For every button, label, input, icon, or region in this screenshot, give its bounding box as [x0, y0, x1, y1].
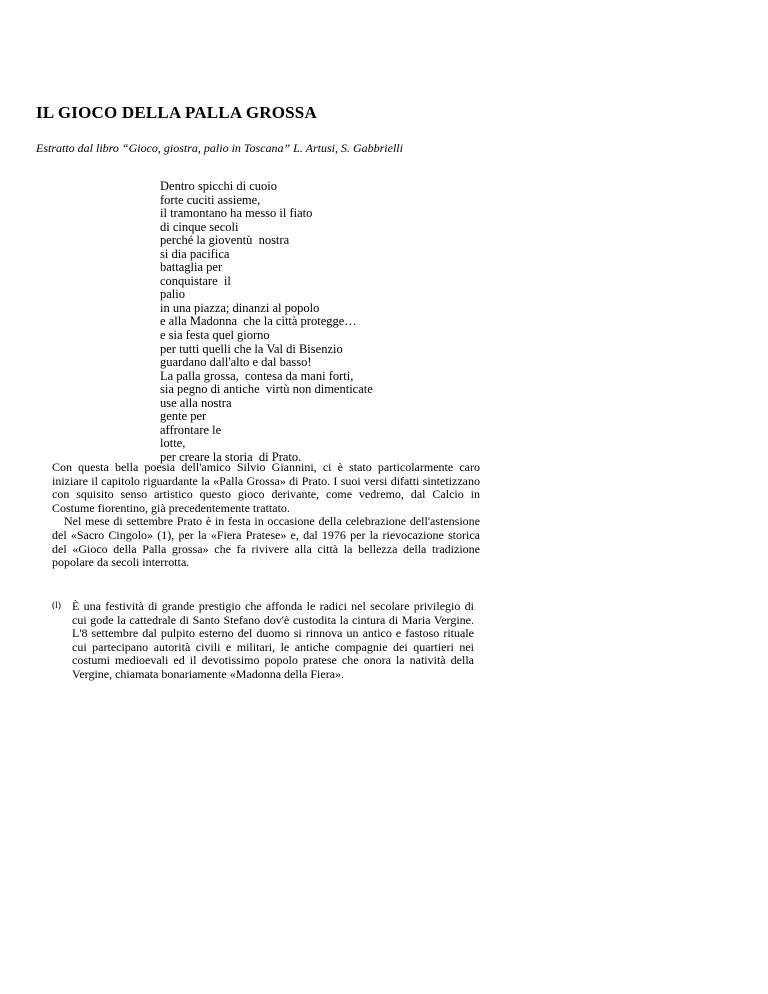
poem-line: di cinque secoli [160, 219, 239, 234]
poem-line: gente per [160, 409, 207, 424]
footnote [52, 600, 474, 682]
poem-line: in una piazza; dinanzi al popolo [160, 300, 320, 315]
document-title: IL GIOCO DELLA PALLA GROSSA [36, 103, 317, 122]
poem-line: forte cuciti assieme, [160, 192, 261, 207]
footnote-marker: (l) [52, 601, 61, 611]
poem-line: use alla nostra [160, 395, 232, 410]
poem-line: Dentro spicchi di cuoio [160, 179, 277, 193]
poem-line: conquistare il [160, 273, 231, 288]
poem-line: per tutti quelli che la Val di Bisenzio [160, 341, 343, 356]
poem-line: il tramontano ha messo il fiato [160, 206, 313, 221]
poem-line: guardano dall'alto e dal basso! [160, 355, 312, 370]
poem-line: e sia festa quel giorno [160, 328, 270, 343]
body-text [52, 461, 480, 570]
poem-line: affrontare le [160, 422, 222, 437]
body-paragraph: Con questa bella poesia dell'amico Silvio Giannini, ci è stato particolarmente caro iniziare il capitolo riguardante la «Palla Grossa» di Prato. I suoi versi difatti sintetizzano con squisito senso artistico questo gioco derivante, come vedremo, dal Calcio in Costume fiorentino, già precedentemente trattato. [52, 460, 480, 515]
poem-line: La palla grossa, contesa da mani forti, [160, 368, 354, 383]
poem-line: si dia pacifica [160, 246, 230, 261]
source-citation: Estratto dal libro “Gioco, giostra, palio in Toscana” L. Artusi, S. Gabbrielli [36, 141, 403, 155]
poem-line: sia pegno di antiche virtù non dimenticate [160, 382, 373, 397]
poem-line: perché la gioventù nostra [160, 233, 290, 248]
poem-line: battaglia per [160, 260, 223, 275]
body-paragraph: Nel mese di settembre Prato è in festa in occasione della celebrazione dell'astensione del «Sacro Cingolo» (1), per la «Fiera Pratese» e, dal 1976 per la rievocazione storica del «Gioco della Palla grossa» che fa rivivere alla città la bellezza della tradizione popolare da secoli interrotta. [52, 514, 480, 570]
poem-line: lotte, [160, 436, 186, 451]
poem-line: palio [160, 287, 185, 302]
poem-line: e alla Madonna che la città protegge… [160, 314, 357, 329]
footnote-text: È una festività di grande prestigio che affonda le radici nel secolare privilegio di cui gode la cattedrale di Santo Stefano dov'è custodita la cintura di Maria Vergine. L'8 settembre dal pulpito esterno del duomo si rinnova un antico e fastoso rituale cui partecipano autorità civili e militari, le antiche compagnie dei quartieri nei costumi medioevali ed il devotissimo popolo pratese che onora la natività della Vergine, chiamata bonariamente «Madonna della Fiera». [72, 599, 474, 681]
poem [160, 180, 373, 464]
poem-line: per creare la storia di Prato. [160, 449, 302, 464]
